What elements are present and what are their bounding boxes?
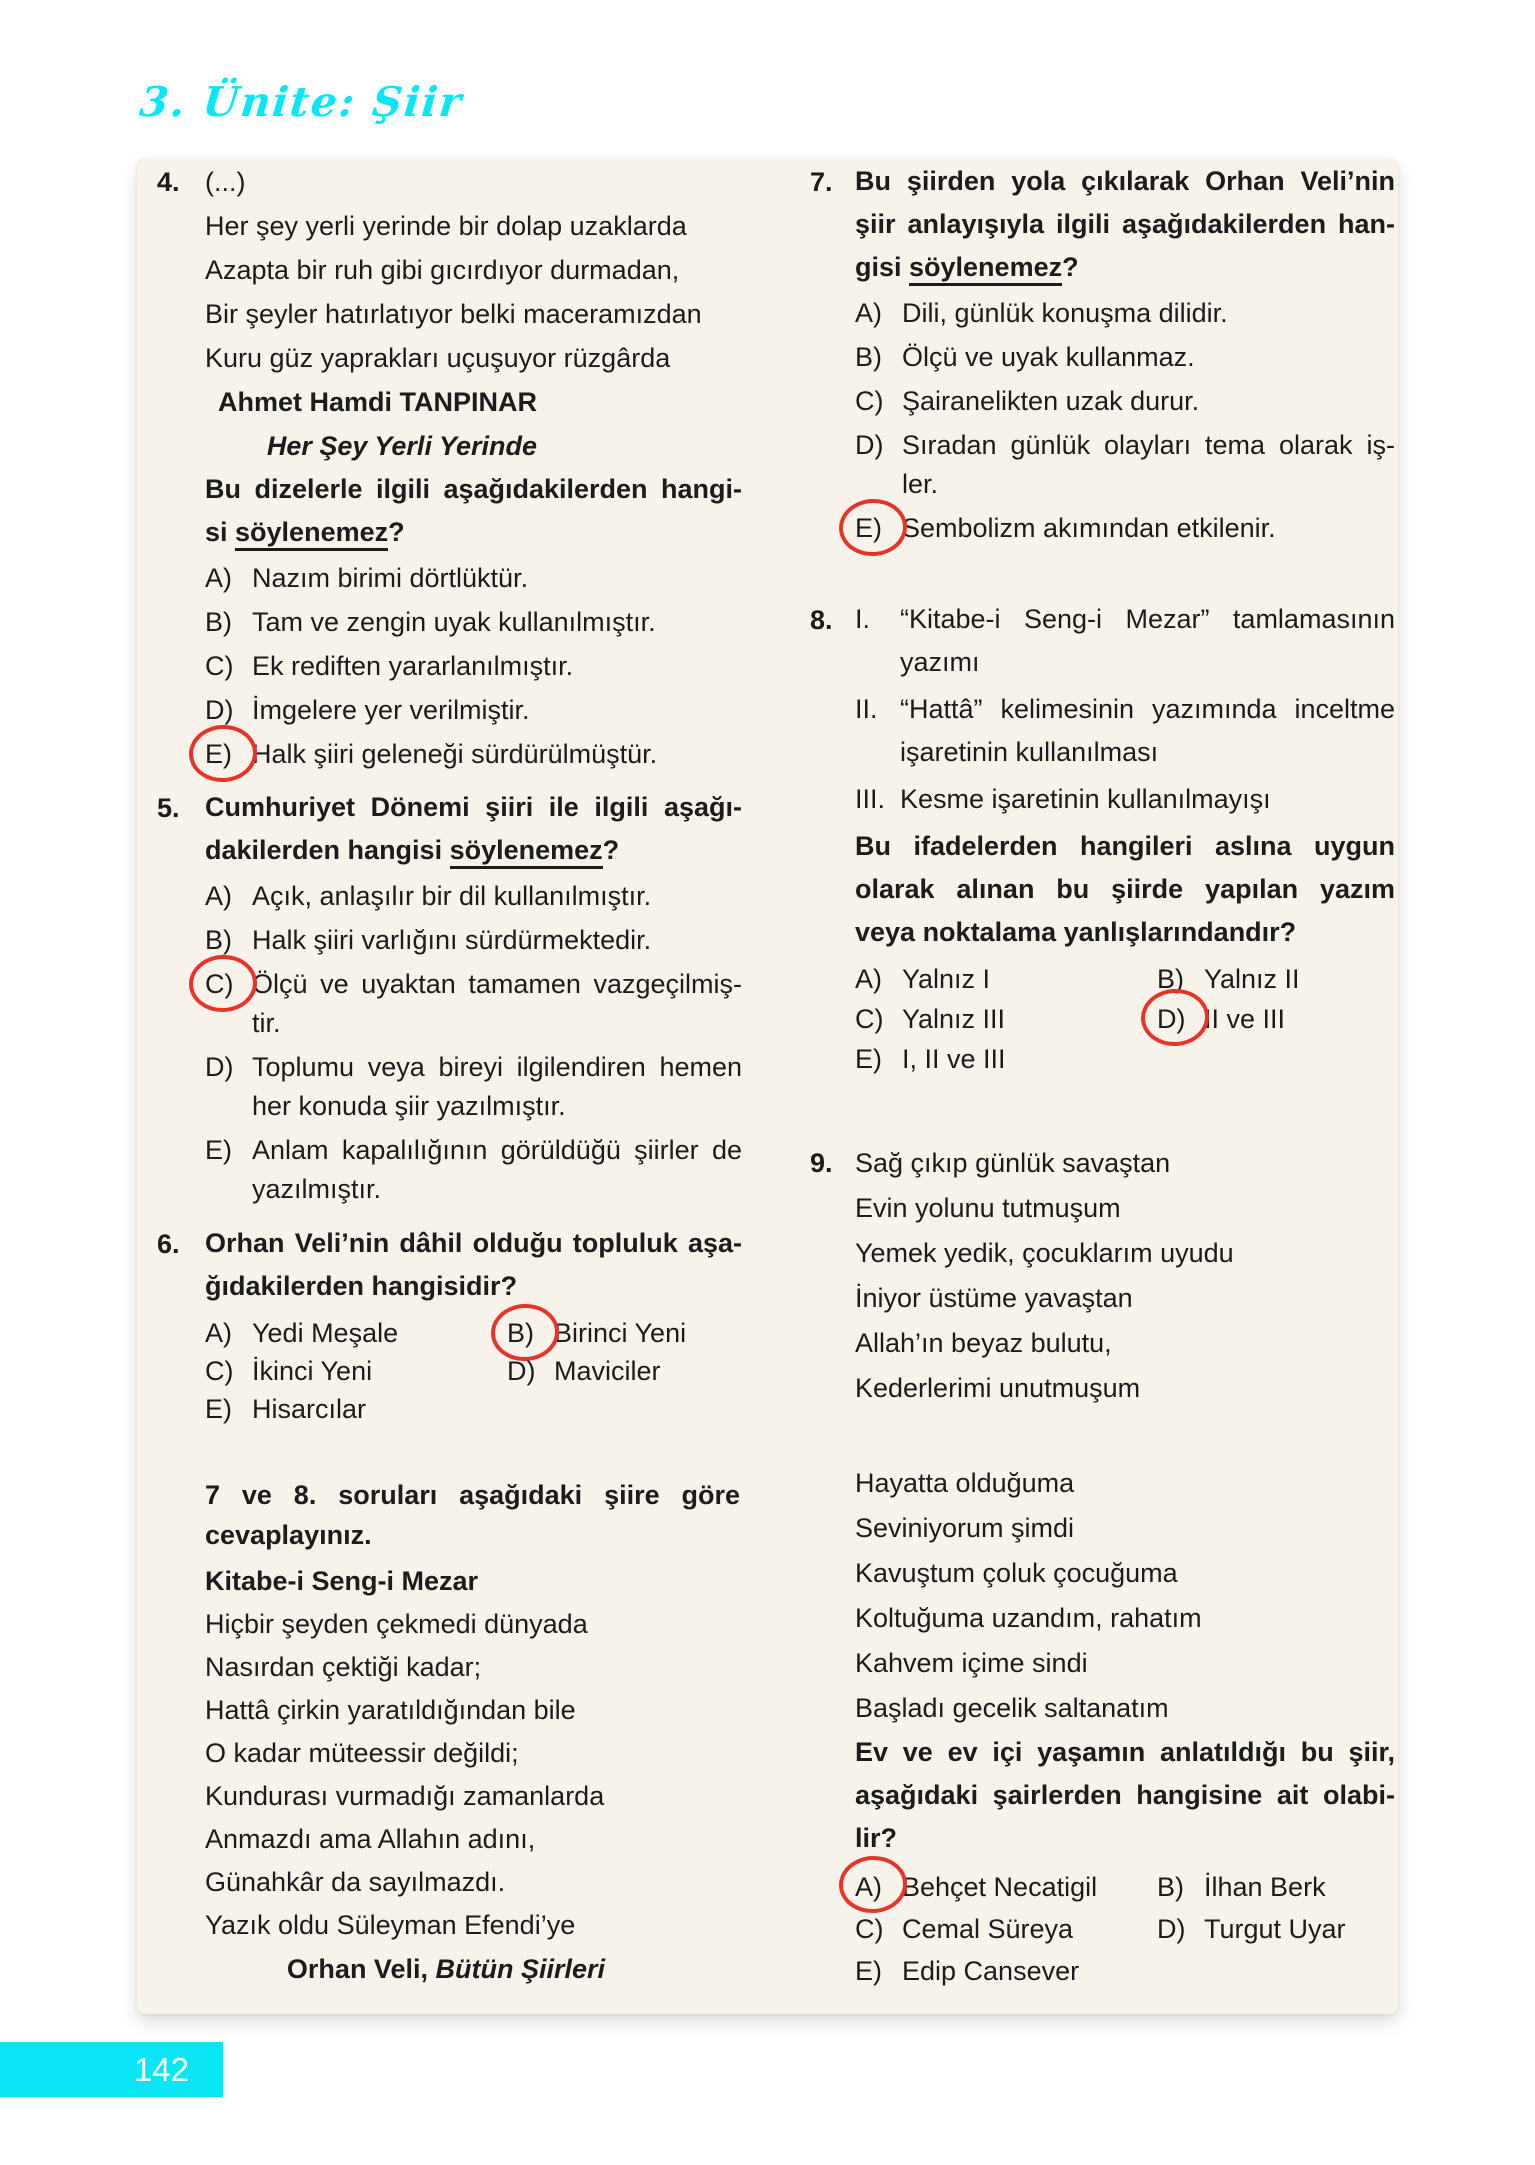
- poem-kitabe-i-seng-i-mezar: [205, 1560, 740, 1991]
- option-a: [205, 559, 742, 598]
- option-text: Halk şiiri geleneği sürdürülmüştür.: [252, 739, 658, 769]
- option-text: Şairanelikten uzak durur.: [902, 386, 1200, 416]
- poem-title: Kitabe-i Seng-i Mezar: [205, 1566, 479, 1596]
- option-letter: B): [205, 925, 232, 955]
- options-list: [855, 294, 1395, 548]
- option-text: II ve III: [1204, 1004, 1286, 1034]
- question-5: [157, 786, 742, 1214]
- option-letter: D): [855, 430, 884, 460]
- option-letter: E): [855, 1956, 882, 1986]
- numbered-statement-2: [855, 688, 1395, 774]
- right-column: [810, 158, 1395, 1992]
- statement-text: işaretinin kullanılması: [900, 737, 1159, 767]
- question-stem-line: Bu dizelerle ilgili aşağıdakilerden hangi-: [205, 474, 742, 504]
- option-b: [855, 338, 1395, 377]
- option-letter: C): [855, 1004, 884, 1034]
- option-text: İmgelere yer verilmiştir.: [252, 695, 530, 725]
- poem-line: Yazık oldu Süleyman Efendi’ye: [205, 1910, 576, 1940]
- option-b: [1157, 1866, 1326, 1908]
- underlined-keyword: söylenemez: [235, 517, 388, 551]
- question-7: [810, 160, 1395, 553]
- poem-stanza-2: [855, 1461, 1395, 1731]
- left-column: [157, 158, 742, 1991]
- question-6-number: 6.: [157, 1229, 180, 1259]
- answer-circle: C): [205, 965, 252, 1043]
- directive-7-8: [205, 1475, 740, 1555]
- stem-text: dakilerden hangisi: [205, 835, 450, 865]
- question-7-number: 7.: [810, 167, 833, 197]
- poem-source-title: Her Şey Yerli Yerinde: [266, 431, 537, 461]
- statement-text: “Hattâ” kelimesinin yazımında inceltme: [900, 694, 1395, 724]
- poem-source-title: Bütün Şiirleri: [435, 1954, 605, 1984]
- poem-line: İniyor üstüme yavaştan: [855, 1283, 1133, 1313]
- directive-line: 7 ve 8. soruları aşağıdaki şiire göre: [205, 1480, 740, 1510]
- answer-circle: E): [205, 735, 252, 774]
- option-d: [205, 691, 742, 730]
- option-text: İlhan Berk: [1204, 1872, 1326, 1902]
- directive-line: cevaplayınız.: [205, 1520, 372, 1550]
- poem-line: Seviniyorum şimdi: [855, 1513, 1075, 1543]
- numbered-statement-3: [855, 778, 1395, 821]
- option-letter: C): [205, 651, 234, 681]
- option-text: Anlam kapalılığının görüldüğü şiirler de: [252, 1135, 742, 1165]
- option-text: Sıradan günlük olayları tema olarak iş-: [902, 430, 1395, 460]
- option-letter: A): [205, 563, 232, 593]
- poem-line: Koltuğuma uzandım, rahatım: [855, 1603, 1202, 1633]
- option-letter: D): [1157, 1914, 1186, 1944]
- option-text: Toplumu veya bireyi ilgilendiren hemen: [252, 1052, 742, 1082]
- option-text: Halk şiiri varlığını sürdürmektedir.: [252, 925, 652, 955]
- option-letter: A): [855, 964, 882, 994]
- option-c: [205, 647, 742, 686]
- poet-name: Orhan Veli,: [286, 1954, 436, 1984]
- option-text: tir.: [252, 1008, 281, 1038]
- option-letter: C): [855, 1914, 884, 1944]
- option-text: yazılmıştır.: [252, 1174, 382, 1204]
- question-stem: [855, 1731, 1395, 1860]
- option-text: Yalnız I: [902, 964, 991, 994]
- question-stem-line: lir?: [855, 1823, 898, 1853]
- question-5-number: 5.: [157, 793, 180, 823]
- option-text: Cemal Süreya: [902, 1914, 1074, 1944]
- answer-circle: B): [507, 1314, 554, 1352]
- answer-circle: A): [855, 1866, 902, 1908]
- option-letter: A): [855, 298, 882, 328]
- option-b: [205, 603, 742, 642]
- option-text: Dili, günlük konuşma dilidir.: [902, 298, 1228, 328]
- option-letter: B): [205, 607, 232, 637]
- poem-line: Her şey yerli yerinde bir dolap uzaklarda: [205, 211, 687, 241]
- underlined-keyword: söylenemez: [450, 835, 603, 869]
- option-text: Yedi Meşale: [252, 1318, 399, 1348]
- stem-text: ?: [388, 517, 405, 547]
- option-d: [205, 1048, 742, 1126]
- statement-text: “Kitabe-i Seng-i Mezar” tamlamasının: [900, 604, 1395, 634]
- poem-attribution: [205, 1947, 605, 1991]
- option-letter: B): [1157, 964, 1184, 994]
- option-e: [205, 1390, 507, 1428]
- poem-line: Hayatta olduğuma: [855, 1468, 1075, 1498]
- option-letter: B): [855, 342, 882, 372]
- statement-text: Kesme işaretinin kullanılmayışı: [900, 784, 1271, 814]
- roman-numeral: II.: [855, 694, 878, 724]
- poem-line: Kundurası vurmadığı zamanlarda: [205, 1781, 605, 1811]
- poem-line: Nasırdan çektiği kadar;: [205, 1652, 482, 1682]
- option-text: Nazım birimi dörtlüktür.: [252, 563, 529, 593]
- question-stem-line: aşağıdaki şairlerden hangisine ait olabi-: [855, 1780, 1395, 1810]
- question-card: [137, 158, 1398, 2014]
- option-e-correct: [205, 735, 742, 774]
- option-text: Yalnız II: [1204, 964, 1300, 994]
- poem-line: Kahvem içime sindi: [855, 1648, 1088, 1678]
- poem-line: Anmazdı ama Allahın adını,: [205, 1824, 536, 1854]
- options-grid: [205, 1314, 742, 1428]
- option-text: Açık, anlaşılır bir dil kullanılmıştır.: [252, 881, 652, 911]
- option-letter: D): [205, 695, 234, 725]
- option-a: [855, 959, 1157, 999]
- answer-circle: D): [1157, 999, 1204, 1039]
- stem-text: gisi: [855, 252, 910, 282]
- option-e-correct: [855, 509, 1395, 548]
- poem-line: Evin yolunu tutmuşum: [855, 1193, 1121, 1223]
- question-stem-line: veya noktalama yanlışlarındandır?: [855, 917, 1297, 947]
- options-list: [205, 877, 742, 1209]
- page-number-box: [0, 2042, 223, 2097]
- option-e: [855, 1039, 1157, 1079]
- option-text: Sembolizm akımından etkilenir.: [902, 513, 1276, 543]
- poem-line: Azapta bir ruh gibi gıcırdıyor durmadan,: [205, 255, 680, 285]
- roman-numeral: I.: [855, 604, 871, 634]
- option-text: Tam ve zengin uyak kullanılmıştır.: [252, 607, 656, 637]
- question-stem-line: Bu şiirden yola çıkılarak Orhan Veli’nin: [855, 166, 1395, 196]
- numbered-statement-1: [855, 598, 1395, 684]
- option-letter: B): [1157, 1872, 1184, 1902]
- option-text: I, II ve III: [902, 1044, 1006, 1074]
- question-4: [157, 160, 742, 779]
- options-grid: [855, 1866, 1395, 1992]
- stem-text: ?: [1062, 252, 1079, 282]
- poem-line: Kederlerimi unutmuşum: [855, 1373, 1141, 1403]
- option-letter: E): [205, 1135, 232, 1165]
- option-text: Yalnız III: [902, 1004, 1006, 1034]
- option-c: [205, 1352, 507, 1390]
- underlined-keyword: söylenemez: [909, 252, 1062, 286]
- option-text: Maviciler: [554, 1356, 661, 1386]
- question-stem: [855, 825, 1395, 954]
- poem-line: Yemek yedik, çocuklarım uyudu: [855, 1238, 1234, 1268]
- poem-line: Günahkâr da sayılmazdı.: [205, 1867, 506, 1897]
- option-a: [855, 294, 1395, 333]
- option-text: Ölçü ve uyak kullanmaz.: [902, 342, 1195, 372]
- option-a: [205, 877, 742, 916]
- option-text: Edip Cansever: [902, 1956, 1080, 1986]
- question-9-number: 9.: [810, 1148, 833, 1178]
- question-stem-line: olarak alınan bu şiirde yapılan yazım: [855, 874, 1395, 904]
- question-stem-line: Ev ve ev içi yaşamın anlatıldığı bu şiir,: [855, 1737, 1395, 1767]
- option-letter: C): [205, 1356, 234, 1386]
- option-b: [205, 921, 742, 960]
- question-stem-line: Orhan Veli’nin dâhil olduğu topluluk aşa-: [205, 1228, 742, 1258]
- option-a-correct: [855, 1866, 1157, 1908]
- option-text: İkinci Yeni: [252, 1356, 373, 1386]
- poem-line: Hattâ çirkin yaratıldığından bile: [205, 1695, 576, 1725]
- option-text: Ek rediften yararlanılmıştır.: [252, 651, 574, 681]
- poem-line: O kadar müteessir değildi;: [205, 1738, 519, 1768]
- option-d: [855, 426, 1395, 504]
- poem-line: Hiçbir şeyden çekmedi dünyada: [205, 1609, 588, 1639]
- question-stem-line: [205, 511, 742, 554]
- option-c: [855, 1908, 1157, 1950]
- poem-stanza-1: [855, 1141, 1395, 1411]
- option-letter: A): [205, 1318, 232, 1348]
- question-stem-line: Cumhuriyet Dönemi şiiri ile ilgili aşağı-: [205, 792, 742, 822]
- poem-line: Bir şeyler hatırlatıyor belki maceramızdan: [205, 299, 702, 329]
- option-text: her konuda şiir yazılmıştır.: [252, 1091, 566, 1121]
- poem-line: Allah’ın beyaz bulutu,: [855, 1328, 1112, 1358]
- option-c-correct: [205, 965, 742, 1043]
- question-stem-line: şiir anlayışıyla ilgili aşağıdakilerden han-: [855, 209, 1395, 239]
- poem-line: Kavuştum çoluk çocuğuma: [855, 1558, 1178, 1588]
- poem-ellipsis: (...): [205, 167, 246, 197]
- statement-text: yazımı: [900, 647, 980, 677]
- question-stem-line: Bu ifadelerden hangileri aslına uygun: [855, 831, 1395, 861]
- option-b-correct: [507, 1314, 686, 1352]
- stem-text: si: [205, 517, 236, 547]
- option-text: Turgut Uyar: [1204, 1914, 1346, 1944]
- question-8: [810, 598, 1395, 1079]
- option-letter: D): [507, 1356, 536, 1386]
- option-text: Ölçü ve uyaktan tamamen vazgeçilmiş-: [252, 969, 742, 999]
- poet-name: Ahmet Hamdi TANPINAR: [217, 387, 537, 417]
- question-8-number: 8.: [810, 605, 833, 635]
- question-stem-line: ğıdakilerden hangisidir?: [205, 1271, 518, 1301]
- unit-header-title: 3. Ünite: Şiir: [137, 78, 466, 126]
- options-grid: [855, 959, 1395, 1079]
- option-e: [205, 1131, 742, 1209]
- option-e: [855, 1950, 1157, 1992]
- option-d: [507, 1352, 661, 1390]
- option-c: [855, 999, 1157, 1039]
- option-d: [1157, 1908, 1346, 1950]
- poem-line: Sağ çıkıp günlük savaştan: [855, 1148, 1171, 1178]
- option-d-correct: [1157, 999, 1285, 1039]
- question-stem-line: [205, 829, 742, 872]
- question-9: [810, 1141, 1395, 1992]
- option-letter: A): [205, 881, 232, 911]
- poem-line: Başladı gecelik saltanatım: [855, 1693, 1169, 1723]
- question-stem-line: [855, 246, 1395, 289]
- poem-line: Kuru güz yaprakları uçuşuyor rüzgârda: [205, 343, 671, 373]
- option-letter: D): [205, 1052, 234, 1082]
- option-letter: E): [205, 1394, 232, 1424]
- poem-attribution: [205, 380, 537, 468]
- option-a: [205, 1314, 507, 1352]
- option-letter: E): [855, 1044, 882, 1074]
- option-text: Behçet Necatigil: [902, 1872, 1098, 1902]
- option-letter: C): [855, 386, 884, 416]
- question-6: [157, 1222, 742, 1428]
- answer-circle: E): [855, 509, 902, 548]
- question-4-number: 4.: [157, 167, 180, 197]
- option-text: Birinci Yeni: [554, 1318, 687, 1348]
- options-list: [205, 559, 742, 774]
- roman-numeral: III.: [855, 784, 886, 814]
- stem-text: ?: [602, 835, 620, 865]
- option-text: Hisarcılar: [252, 1394, 367, 1424]
- option-c: [855, 382, 1395, 421]
- page-number: 142: [133, 2051, 189, 2088]
- option-text: ler.: [902, 469, 939, 499]
